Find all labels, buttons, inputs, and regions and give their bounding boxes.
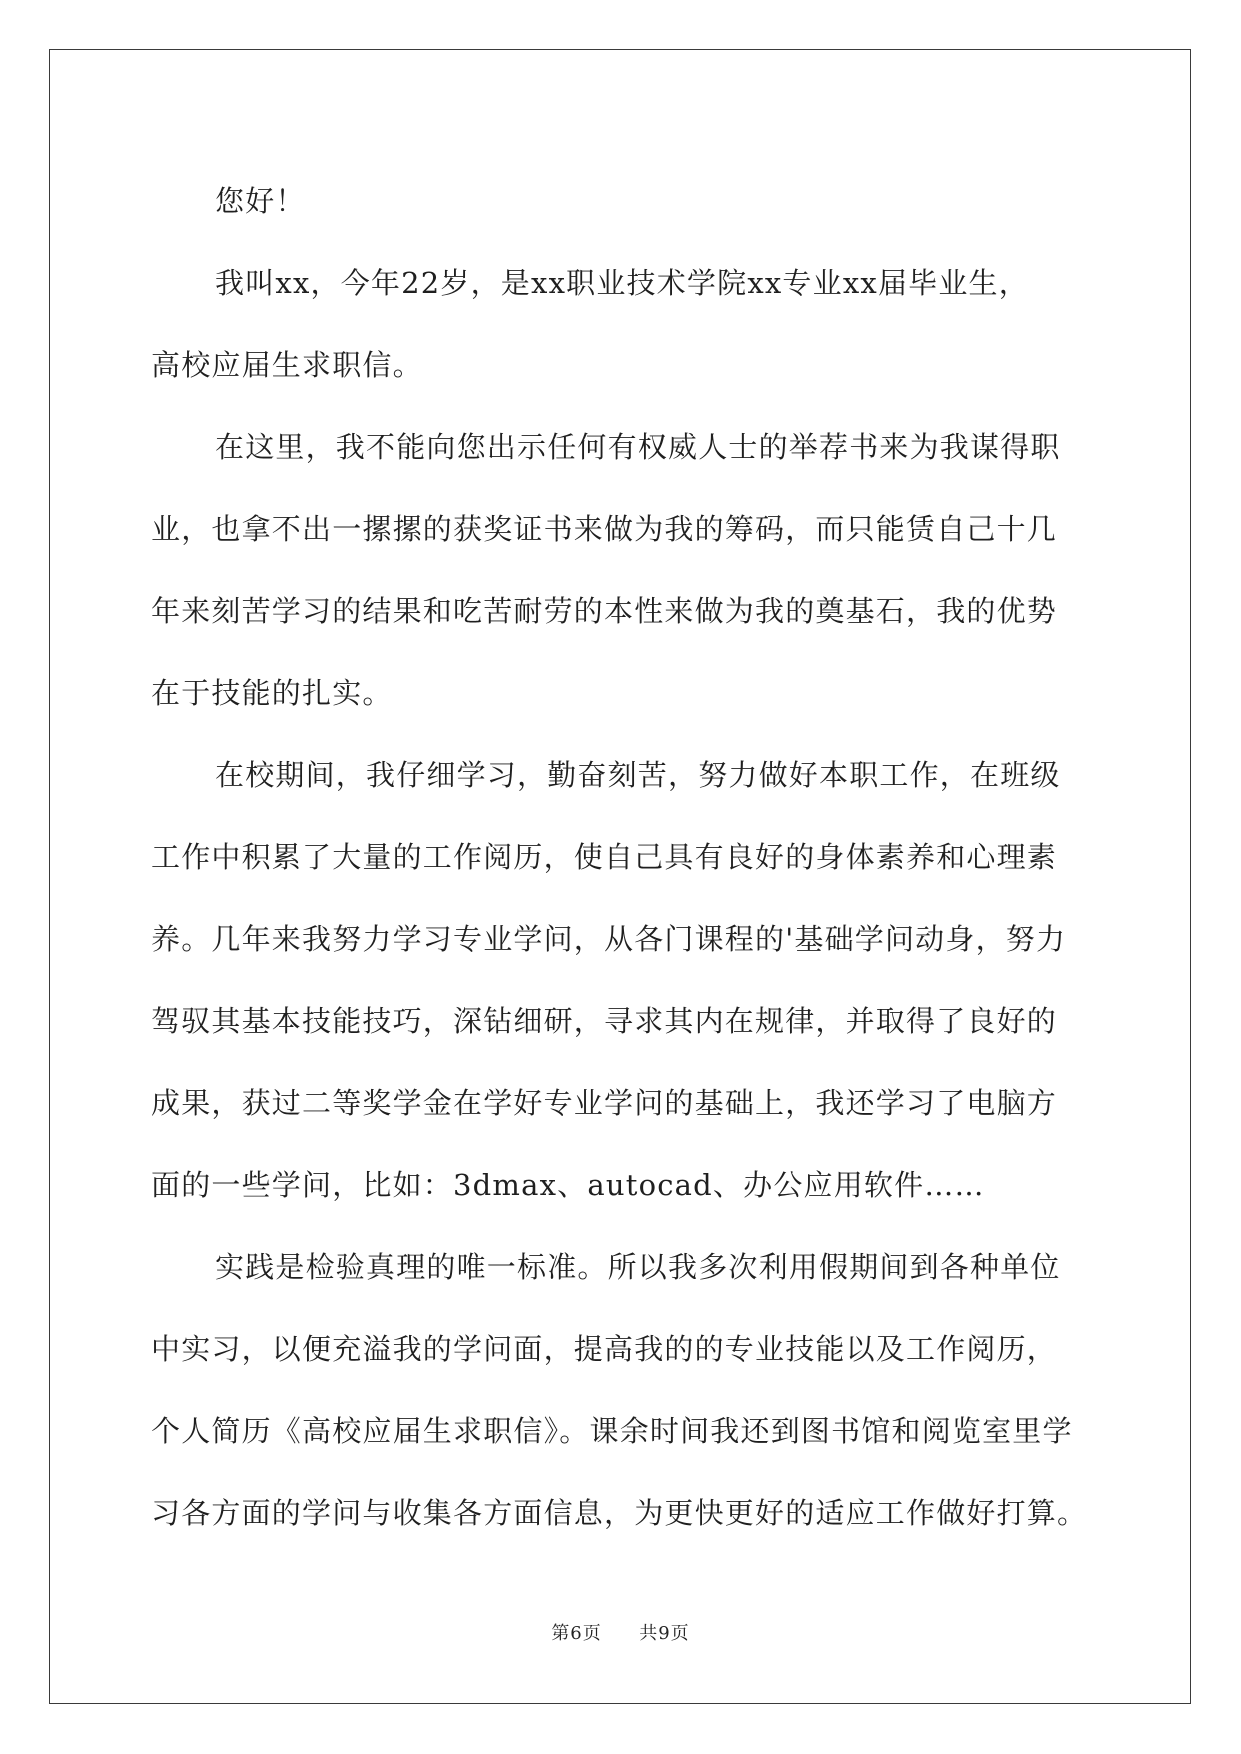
text-line: 个人简历《高校应届生求职信》。课余时间我还到图书馆和阅览室里学 <box>151 1414 1073 1448</box>
text-line: 工作中积累了大量的工作阅历，使自己具有良好的身体素养和心理素 <box>151 840 1058 874</box>
text-line: 高校应届生求职信。 <box>151 348 423 382</box>
page-number: 第6页 <box>551 1623 602 1644</box>
page-total: 共9页 <box>639 1623 690 1644</box>
text-line: 成果，获过二等奖学金在学好专业学问的基础上，我还学习了电脑方 <box>151 1086 1058 1120</box>
paragraph-school <box>151 734 1091 1226</box>
text-line: 驾驭其基本技能技巧，深钻细研，寻求其内在规律，并取得了良好的 <box>151 1004 1058 1038</box>
text-line: 在校期间，我仔细学习，勤奋刻苦，努力做好本职工作，在班级 <box>215 758 1061 792</box>
text-line: 中实习，以便充溢我的学问面，提高我的的专业技能以及工作阅历， <box>151 1332 1058 1366</box>
paragraph-practice <box>151 1226 1091 1554</box>
paragraph-intro <box>151 242 1091 406</box>
text-line: 实践是检验真理的唯一标准。所以我多次利用假期间到各种单位 <box>215 1250 1061 1284</box>
text-line: 年来刻苦学习的结果和吃苦耐劳的本性来做为我的奠基石，我的优势 <box>151 594 1058 628</box>
text-line: 在这里，我不能向您出示任何有权威人士的举荐书来为我谋得职 <box>215 430 1061 464</box>
text-line: 养。几年来我努力学习专业学问，从各门课程的'基础学问动身，努力 <box>151 922 1067 956</box>
letter-body <box>151 160 1091 1554</box>
text-line: 习各方面的学问与收集各方面信息，为更快更好的适应工作做好打算。 <box>151 1496 1088 1530</box>
greeting-text: 您好！ <box>215 184 306 218</box>
page-footer <box>0 1619 1241 1645</box>
text-line: 我叫xx，今年22岁，是xx职业技术学院xx专业xx届毕业生， <box>215 266 1029 300</box>
paragraph-recommendation <box>151 406 1091 734</box>
greeting <box>151 160 1091 242</box>
text-line: 在于技能的扎实。 <box>151 676 393 710</box>
text-line: 业，也拿不出一摞摞的获奖证书来做为我的筹码，而只能赁自己十几 <box>151 512 1058 546</box>
text-line: 面的一些学问，比如：3dmax、autocad、办公应用软件…… <box>151 1168 985 1202</box>
